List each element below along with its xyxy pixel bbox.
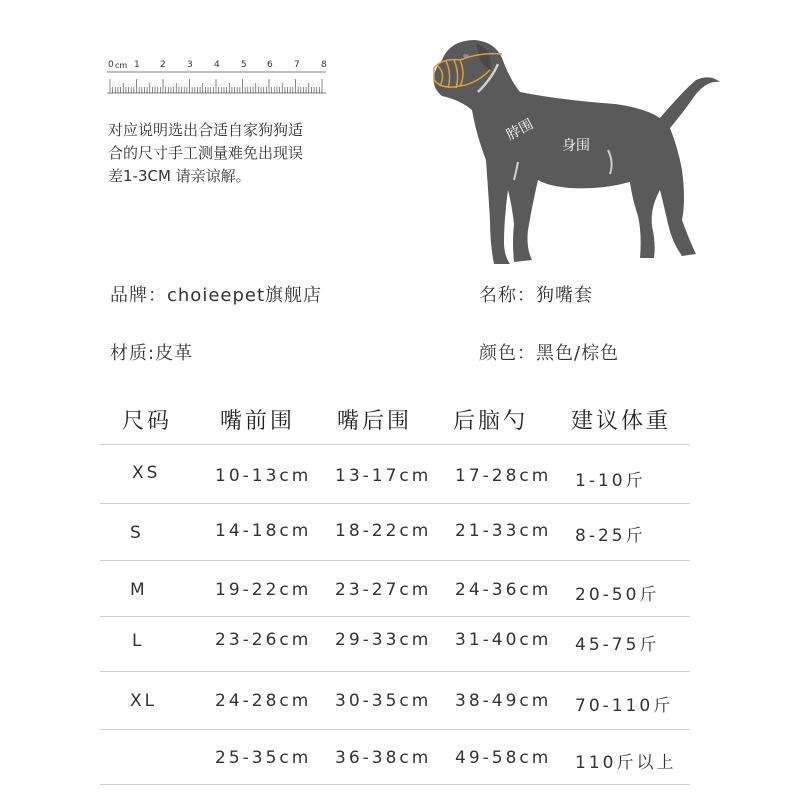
cell-back: 30-35cm bbox=[335, 691, 432, 711]
cell-head: 21-33cm bbox=[455, 521, 552, 541]
cell-weight: 8-25斤 bbox=[575, 526, 646, 546]
table-row-m bbox=[100, 561, 690, 617]
color-value: 黑色/棕色 bbox=[536, 343, 620, 364]
cell-head: 49-58cm bbox=[455, 748, 552, 768]
note-line-2: 合的尺寸手工测量难免出现误 bbox=[108, 144, 304, 162]
cell-head: 17-28cm bbox=[455, 466, 552, 486]
material-key: 材质: bbox=[110, 343, 156, 364]
cell-size: XL bbox=[130, 691, 158, 711]
name-key: 名称： bbox=[479, 285, 536, 306]
cell-size: L bbox=[132, 631, 145, 651]
ruler-label-8: 8 bbox=[321, 60, 327, 70]
header-back-head: 后脑勺 bbox=[453, 409, 529, 434]
ruler-label-3: 3 bbox=[187, 60, 193, 70]
neck-label: 脖围 bbox=[503, 116, 537, 144]
cell-head: 24-36cm bbox=[455, 580, 552, 600]
cell-head: 31-40cm bbox=[455, 630, 552, 650]
cell-front: 25-35cm bbox=[215, 748, 312, 768]
table-row-l bbox=[100, 617, 690, 672]
ruler-label-1: 1 bbox=[134, 60, 140, 70]
material-value: 皮革 bbox=[155, 343, 194, 364]
ruler-graphic bbox=[104, 56, 330, 96]
note-line-3: 差1-3CM 请亲谅解。 bbox=[108, 167, 251, 185]
table-row-xl-plus bbox=[100, 730, 690, 785]
table-row-s bbox=[100, 504, 690, 561]
ruler-label-4: 4 bbox=[214, 60, 220, 70]
size-table bbox=[100, 390, 690, 785]
cell-size: S bbox=[130, 523, 144, 543]
cell-weight: 110斤以上 bbox=[575, 753, 677, 773]
brand-key: 品牌： bbox=[110, 285, 167, 306]
ruler-label-6: 6 bbox=[267, 60, 273, 70]
material-info bbox=[110, 339, 193, 365]
header-front-muzzle: 嘴前围 bbox=[220, 409, 296, 434]
table-header bbox=[100, 390, 690, 445]
ruler-label-0: 0 bbox=[108, 60, 114, 70]
table-row-xs bbox=[100, 445, 690, 504]
cell-front: 14-18cm bbox=[215, 521, 312, 541]
cell-front: 10-13cm bbox=[215, 466, 312, 486]
brand-value: choieepet旗舰店 bbox=[167, 285, 323, 306]
cell-back: 23-27cm bbox=[335, 580, 432, 600]
cell-front: 19-22cm bbox=[215, 580, 312, 600]
color-info bbox=[479, 339, 619, 365]
cell-size: XS bbox=[132, 463, 161, 483]
cell-weight: 1-10斤 bbox=[575, 471, 646, 491]
name-info bbox=[479, 281, 593, 307]
cell-weight: 70-110斤 bbox=[575, 696, 674, 716]
color-key: 颜色： bbox=[479, 343, 536, 364]
dog-illustration bbox=[420, 30, 730, 270]
brand-info bbox=[110, 281, 322, 307]
cell-weight: 45-75斤 bbox=[575, 635, 660, 655]
cell-back: 29-33cm bbox=[335, 630, 432, 650]
cell-back: 13-17cm bbox=[335, 466, 432, 486]
ruler-labels bbox=[108, 60, 327, 70]
name-value: 狗嘴套 bbox=[536, 285, 593, 306]
table-row-xl bbox=[100, 672, 690, 730]
ruler-label-7: 7 bbox=[294, 60, 300, 70]
cell-weight: 20-50斤 bbox=[575, 585, 660, 605]
ruler-unit-label: cm bbox=[115, 61, 128, 70]
cell-back: 36-38cm bbox=[335, 748, 432, 768]
cell-front: 24-28cm bbox=[215, 691, 312, 711]
cell-head: 38-49cm bbox=[455, 691, 552, 711]
body-label: 身围 bbox=[562, 138, 590, 154]
cell-front: 23-26cm bbox=[215, 630, 312, 650]
ruler-label-5: 5 bbox=[241, 60, 247, 70]
header-back-muzzle: 嘴后围 bbox=[337, 409, 413, 434]
cell-back: 18-22cm bbox=[335, 521, 432, 541]
cell-size: M bbox=[130, 580, 148, 600]
header-size: 尺码 bbox=[122, 409, 173, 434]
note-line-1: 对应说明选出合适自家狗狗适 bbox=[108, 121, 304, 139]
measurement-note bbox=[108, 119, 368, 188]
ruler-label-2: 2 bbox=[160, 60, 166, 70]
header-weight: 建议体重 bbox=[571, 409, 672, 434]
ruler-ticks bbox=[110, 79, 322, 93]
